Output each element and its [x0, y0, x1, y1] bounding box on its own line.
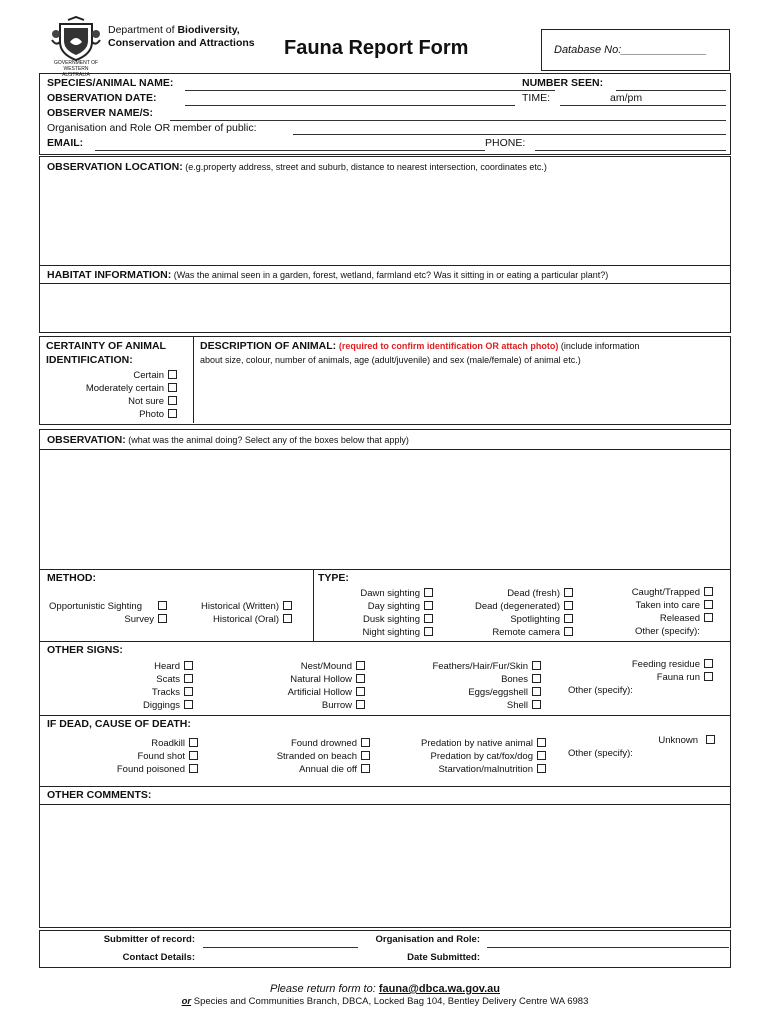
checkbox[interactable] — [564, 614, 573, 623]
dept-line2: Conservation and Attractions — [108, 37, 255, 49]
checkbox[interactable] — [361, 738, 370, 747]
option-label: Dawn sighting — [360, 588, 420, 599]
option-label: Opportunistic Sighting — [49, 601, 142, 612]
option-label: Eggs/eggshell — [468, 687, 528, 698]
sign-fauna-run[interactable] — [657, 672, 713, 683]
death-predation-native[interactable] — [421, 738, 546, 749]
checkbox[interactable] — [189, 751, 198, 760]
identification-section — [39, 336, 731, 425]
checkbox[interactable] — [564, 588, 573, 597]
checkbox[interactable] — [158, 601, 167, 610]
email-label: EMAIL: — [47, 137, 84, 149]
option-label: Nest/Mound — [300, 661, 352, 672]
checkbox[interactable] — [424, 614, 433, 623]
observation-date-label: OBSERVATION DATE: — [47, 92, 157, 104]
option-label: Dead (degenerated) — [474, 601, 560, 612]
option-label: Artificial Hollow — [287, 687, 352, 698]
option-label: Remote camera — [492, 627, 560, 638]
type-dead-fresh[interactable] — [507, 588, 573, 599]
checkbox[interactable] — [168, 396, 177, 405]
signs-other-specify[interactable]: Other (specify): — [568, 685, 633, 696]
death-found-poisoned[interactable] — [117, 764, 198, 775]
option-label: Roadkill — [151, 738, 185, 749]
option-label: Photo — [139, 409, 164, 420]
type-dead-degenerated[interactable] — [475, 601, 573, 612]
method-historical-written[interactable] — [201, 601, 292, 612]
type-other-specify[interactable]: Other (specify): — [635, 626, 700, 637]
submitter-label: Submitter of record: — [103, 934, 195, 945]
location-hint: (e.g.property address, street and suburb, distance to nearest intersection, coordinates etc.) — [182, 162, 547, 172]
option-label: Tracks — [151, 687, 180, 698]
type-released[interactable] — [660, 613, 713, 624]
observation-heading — [47, 434, 409, 446]
checkbox[interactable] — [424, 601, 433, 610]
checkbox[interactable] — [532, 661, 541, 670]
option-label: Predation by native animal — [421, 738, 533, 749]
checkbox[interactable] — [564, 627, 573, 636]
checkbox[interactable] — [424, 627, 433, 636]
checkbox[interactable] — [184, 700, 193, 709]
death-found-shot[interactable] — [137, 751, 198, 762]
type-label: TYPE: — [318, 572, 349, 584]
number-seen-label: NUMBER SEEN: — [522, 77, 604, 89]
method-opportunistic-sighting[interactable] — [49, 601, 167, 612]
form-title: Fauna Report Form — [284, 37, 469, 59]
certainty-column — [40, 337, 194, 423]
death-starvation-malnutrition[interactable] — [438, 764, 546, 775]
checkbox[interactable] — [168, 383, 177, 392]
wa-crest-logo — [50, 16, 102, 78]
description-hint-2: about size, colour, number of animals, age (adult/juvenile) and sex (male/female) of animal etc.) — [200, 355, 581, 365]
option-label: Bones — [501, 674, 528, 685]
checkbox[interactable] — [184, 674, 193, 683]
option-label: Dead (fresh) — [507, 588, 560, 599]
sign-tracks[interactable] — [152, 687, 193, 698]
option-label: Taken into care — [635, 600, 700, 611]
footer-or: or — [181, 996, 192, 1007]
type-area — [314, 569, 730, 641]
certainty-option-not-sure[interactable] — [128, 396, 177, 407]
certainty-option-photo[interactable] — [139, 409, 177, 420]
database-number-label: Database No:______________ — [554, 44, 707, 56]
divider — [40, 804, 730, 805]
checkbox[interactable] — [158, 614, 167, 623]
sign-scats[interactable] — [156, 674, 193, 685]
sign-nest-mound[interactable] — [301, 661, 365, 672]
cause-of-death-label: IF DEAD, CAUSE OF DEATH: — [47, 718, 191, 730]
habitat-label: HABITAT INFORMATION: — [47, 269, 172, 281]
option-label: Certain — [133, 370, 164, 381]
footer-email-link[interactable]: fauna@dbca.wa.gov.au — [378, 983, 500, 995]
location-habitat-section — [39, 156, 731, 333]
option-label: Day sighting — [367, 601, 420, 612]
checkbox[interactable] — [424, 588, 433, 597]
dept-line1-bold: Biodiversity, — [177, 24, 240, 36]
observation-hint: (what was the animal doing? Select any of the boxes below that apply) — [125, 435, 409, 445]
checkbox[interactable] — [168, 409, 177, 418]
option-label: Historical (Oral) — [213, 614, 279, 625]
option-label: Starvation/malnutrition — [438, 764, 533, 775]
divider — [40, 449, 730, 450]
option-label: Not sure — [128, 396, 164, 407]
observer-label: OBSERVER NAME/S: — [47, 107, 153, 119]
cause-of-death-area — [40, 715, 730, 785]
description-hint-1: (include information — [558, 341, 640, 351]
description-label: DESCRIPTION OF ANIMAL: — [200, 340, 337, 352]
observation-label: OBSERVATION: — [47, 434, 126, 446]
type-night-sighting[interactable] — [362, 627, 433, 638]
sign-shell[interactable] — [507, 700, 541, 711]
sign-natural-hollow[interactable] — [290, 674, 365, 685]
organisation-input[interactable] — [293, 134, 726, 135]
contact-details-label: Contact Details: — [122, 952, 195, 963]
sign-burrow[interactable] — [322, 700, 365, 711]
description-column[interactable] — [200, 340, 728, 422]
email-input[interactable] — [95, 150, 485, 151]
checkbox[interactable] — [168, 370, 177, 379]
option-label: Scats — [156, 674, 180, 685]
species-input[interactable] — [185, 90, 555, 91]
type-dusk-sighting[interactable] — [363, 614, 433, 625]
description-required: (required to confirm identification OR attach photo) — [338, 341, 559, 351]
time-label: TIME: — [522, 92, 550, 104]
option-label: Survey — [124, 614, 154, 625]
sign-feathers-hair-fur-skin[interactable] — [432, 661, 541, 672]
option-label: Predation by cat/fox/dog — [430, 751, 533, 762]
department-name — [108, 24, 255, 50]
option-label: Historical (Written) — [201, 601, 279, 612]
checkbox[interactable] — [361, 764, 370, 773]
option-label: Moderately certain — [85, 383, 164, 394]
checkbox[interactable] — [537, 738, 546, 747]
database-number-box[interactable] — [541, 29, 730, 71]
option-label: Diggings — [143, 700, 180, 711]
checkbox[interactable] — [532, 687, 541, 696]
option-label: Feeding residue — [631, 659, 700, 670]
option-label: Caught/Trapped — [631, 587, 700, 598]
footer-address — [0, 996, 770, 1007]
divider — [40, 283, 730, 284]
checkbox[interactable] — [564, 601, 573, 610]
submitter-section — [39, 930, 731, 968]
certainty-label-1: CERTAINTY OF ANIMAL — [46, 340, 166, 352]
checkbox[interactable] — [189, 738, 198, 747]
sign-bones[interactable] — [501, 674, 541, 685]
observation-section — [39, 429, 731, 787]
organisation-role-label: Organisation and Role: — [375, 934, 480, 945]
option-label: Found shot — [137, 751, 185, 762]
option-label: Dusk sighting — [362, 614, 420, 625]
type-day-sighting[interactable] — [368, 601, 433, 612]
location-label: OBSERVATION LOCATION: — [47, 161, 183, 173]
option-label: Feathers/Hair/Fur/Skin — [432, 661, 528, 672]
observer-input[interactable] — [170, 120, 726, 121]
habitat-heading — [47, 269, 608, 281]
submitter-input[interactable] — [203, 947, 358, 948]
other-signs-area — [40, 641, 730, 715]
certainty-label-2: IDENTIFICATION: — [46, 354, 133, 366]
option-label: Spotlighting — [510, 614, 560, 625]
habitat-textarea[interactable] — [41, 285, 729, 331]
crest-icon — [50, 16, 102, 62]
checkbox[interactable] — [537, 764, 546, 773]
death-predation-cat-fox-dog[interactable] — [431, 751, 546, 762]
option-label: Found drowned — [290, 738, 357, 749]
footer-address-text: Species and Communities Branch, DBCA, Locked Bag 104, Bentley Delivery Centre WA 6983 — [191, 996, 589, 1007]
option-label: Unknown — [658, 735, 698, 746]
divider — [40, 265, 730, 266]
method-historical-oral[interactable] — [213, 614, 292, 625]
type-taken-into-care[interactable] — [636, 600, 713, 611]
death-unknown[interactable] — [658, 735, 715, 746]
ampm-label: am/pm — [610, 92, 643, 104]
checkbox[interactable] — [189, 764, 198, 773]
type-dawn-sighting[interactable] — [360, 588, 433, 599]
number-seen-input[interactable] — [616, 90, 726, 91]
footer-return-text: Please return form to: — [270, 983, 379, 995]
comments-label: OTHER COMMENTS: — [47, 789, 152, 801]
checkbox[interactable] — [537, 751, 546, 760]
details-section — [39, 73, 731, 155]
location-textarea[interactable] — [41, 177, 729, 267]
checkbox[interactable] — [704, 672, 713, 681]
option-label: Found poisoned — [116, 764, 185, 775]
time-input[interactable] — [560, 105, 726, 106]
phone-input[interactable] — [535, 150, 726, 151]
observation-date-input[interactable] — [185, 105, 515, 106]
option-label: Natural Hollow — [290, 674, 352, 685]
comments-section — [39, 786, 731, 928]
checkbox[interactable] — [283, 601, 292, 610]
species-label: SPECIES/ANIMAL NAME: — [47, 77, 174, 89]
checkbox[interactable] — [356, 700, 365, 709]
phone-label: PHONE: — [485, 137, 526, 149]
option-label: Night sighting — [362, 627, 420, 638]
checkbox[interactable] — [532, 674, 541, 683]
footer-return — [0, 983, 770, 995]
type-caught-trapped[interactable] — [632, 587, 713, 598]
checkbox[interactable] — [704, 659, 713, 668]
crest-text-1: GOVERNMENT OF — [53, 60, 99, 66]
checkbox[interactable] — [356, 687, 365, 696]
type-spotlighting[interactable] — [510, 614, 573, 625]
habitat-hint: (Was the animal seen in a garden, forest, wetland, farmland etc? Was it sitting in or eating a particular plant?) — [171, 270, 609, 280]
sign-diggings[interactable] — [143, 700, 193, 711]
checkbox[interactable] — [704, 613, 713, 622]
other-signs-label: OTHER SIGNS: — [47, 644, 123, 656]
sign-eggs-eggshell[interactable] — [468, 687, 541, 698]
sign-heard[interactable] — [154, 661, 193, 672]
organisation-label: Organisation and Role OR member of public: — [47, 122, 257, 134]
option-label: Shell — [506, 700, 528, 711]
option-label: Stranded on beach — [276, 751, 357, 762]
date-submitted-label: Date Submitted: — [407, 952, 480, 963]
certainty-option-certain[interactable] — [133, 370, 177, 381]
crest-text-2: WESTERN AUSTRALIA — [62, 66, 90, 78]
checkbox[interactable] — [184, 661, 193, 670]
comments-textarea[interactable] — [41, 806, 729, 926]
checkbox[interactable] — [706, 735, 715, 744]
checkbox[interactable] — [356, 674, 365, 683]
option-label: Fauna run — [656, 672, 700, 683]
checkbox[interactable] — [184, 687, 193, 696]
death-stranded-on-beach[interactable] — [277, 751, 370, 762]
description-heading — [200, 340, 639, 352]
checkbox[interactable] — [704, 587, 713, 596]
option-label: Burrow — [321, 700, 352, 711]
death-annual-die-off[interactable] — [299, 764, 370, 775]
observation-textarea[interactable] — [41, 451, 729, 569]
checkbox[interactable] — [361, 751, 370, 760]
checkbox[interactable] — [704, 600, 713, 609]
death-found-drowned[interactable] — [291, 738, 370, 749]
death-roadkill[interactable] — [151, 738, 198, 749]
certainty-option-moderately-certain[interactable] — [86, 383, 177, 394]
method-area — [40, 569, 314, 641]
sign-artificial-hollow[interactable] — [288, 687, 365, 698]
option-label: Released — [659, 613, 700, 624]
location-heading — [47, 161, 547, 173]
checkbox[interactable] — [532, 700, 541, 709]
dept-line1-prefix: Department of — [108, 24, 178, 36]
method-survey[interactable] — [124, 614, 167, 625]
method-label: METHOD: — [47, 572, 96, 584]
death-other-specify[interactable]: Other (specify): — [568, 748, 633, 759]
type-remote-camera[interactable] — [492, 627, 573, 638]
option-label: Annual die off — [299, 764, 357, 775]
organisation-role-input[interactable] — [487, 947, 729, 948]
option-label: Heard — [154, 661, 180, 672]
checkbox[interactable] — [356, 661, 365, 670]
sign-feeding-residue[interactable] — [632, 659, 713, 670]
checkbox[interactable] — [283, 614, 292, 623]
